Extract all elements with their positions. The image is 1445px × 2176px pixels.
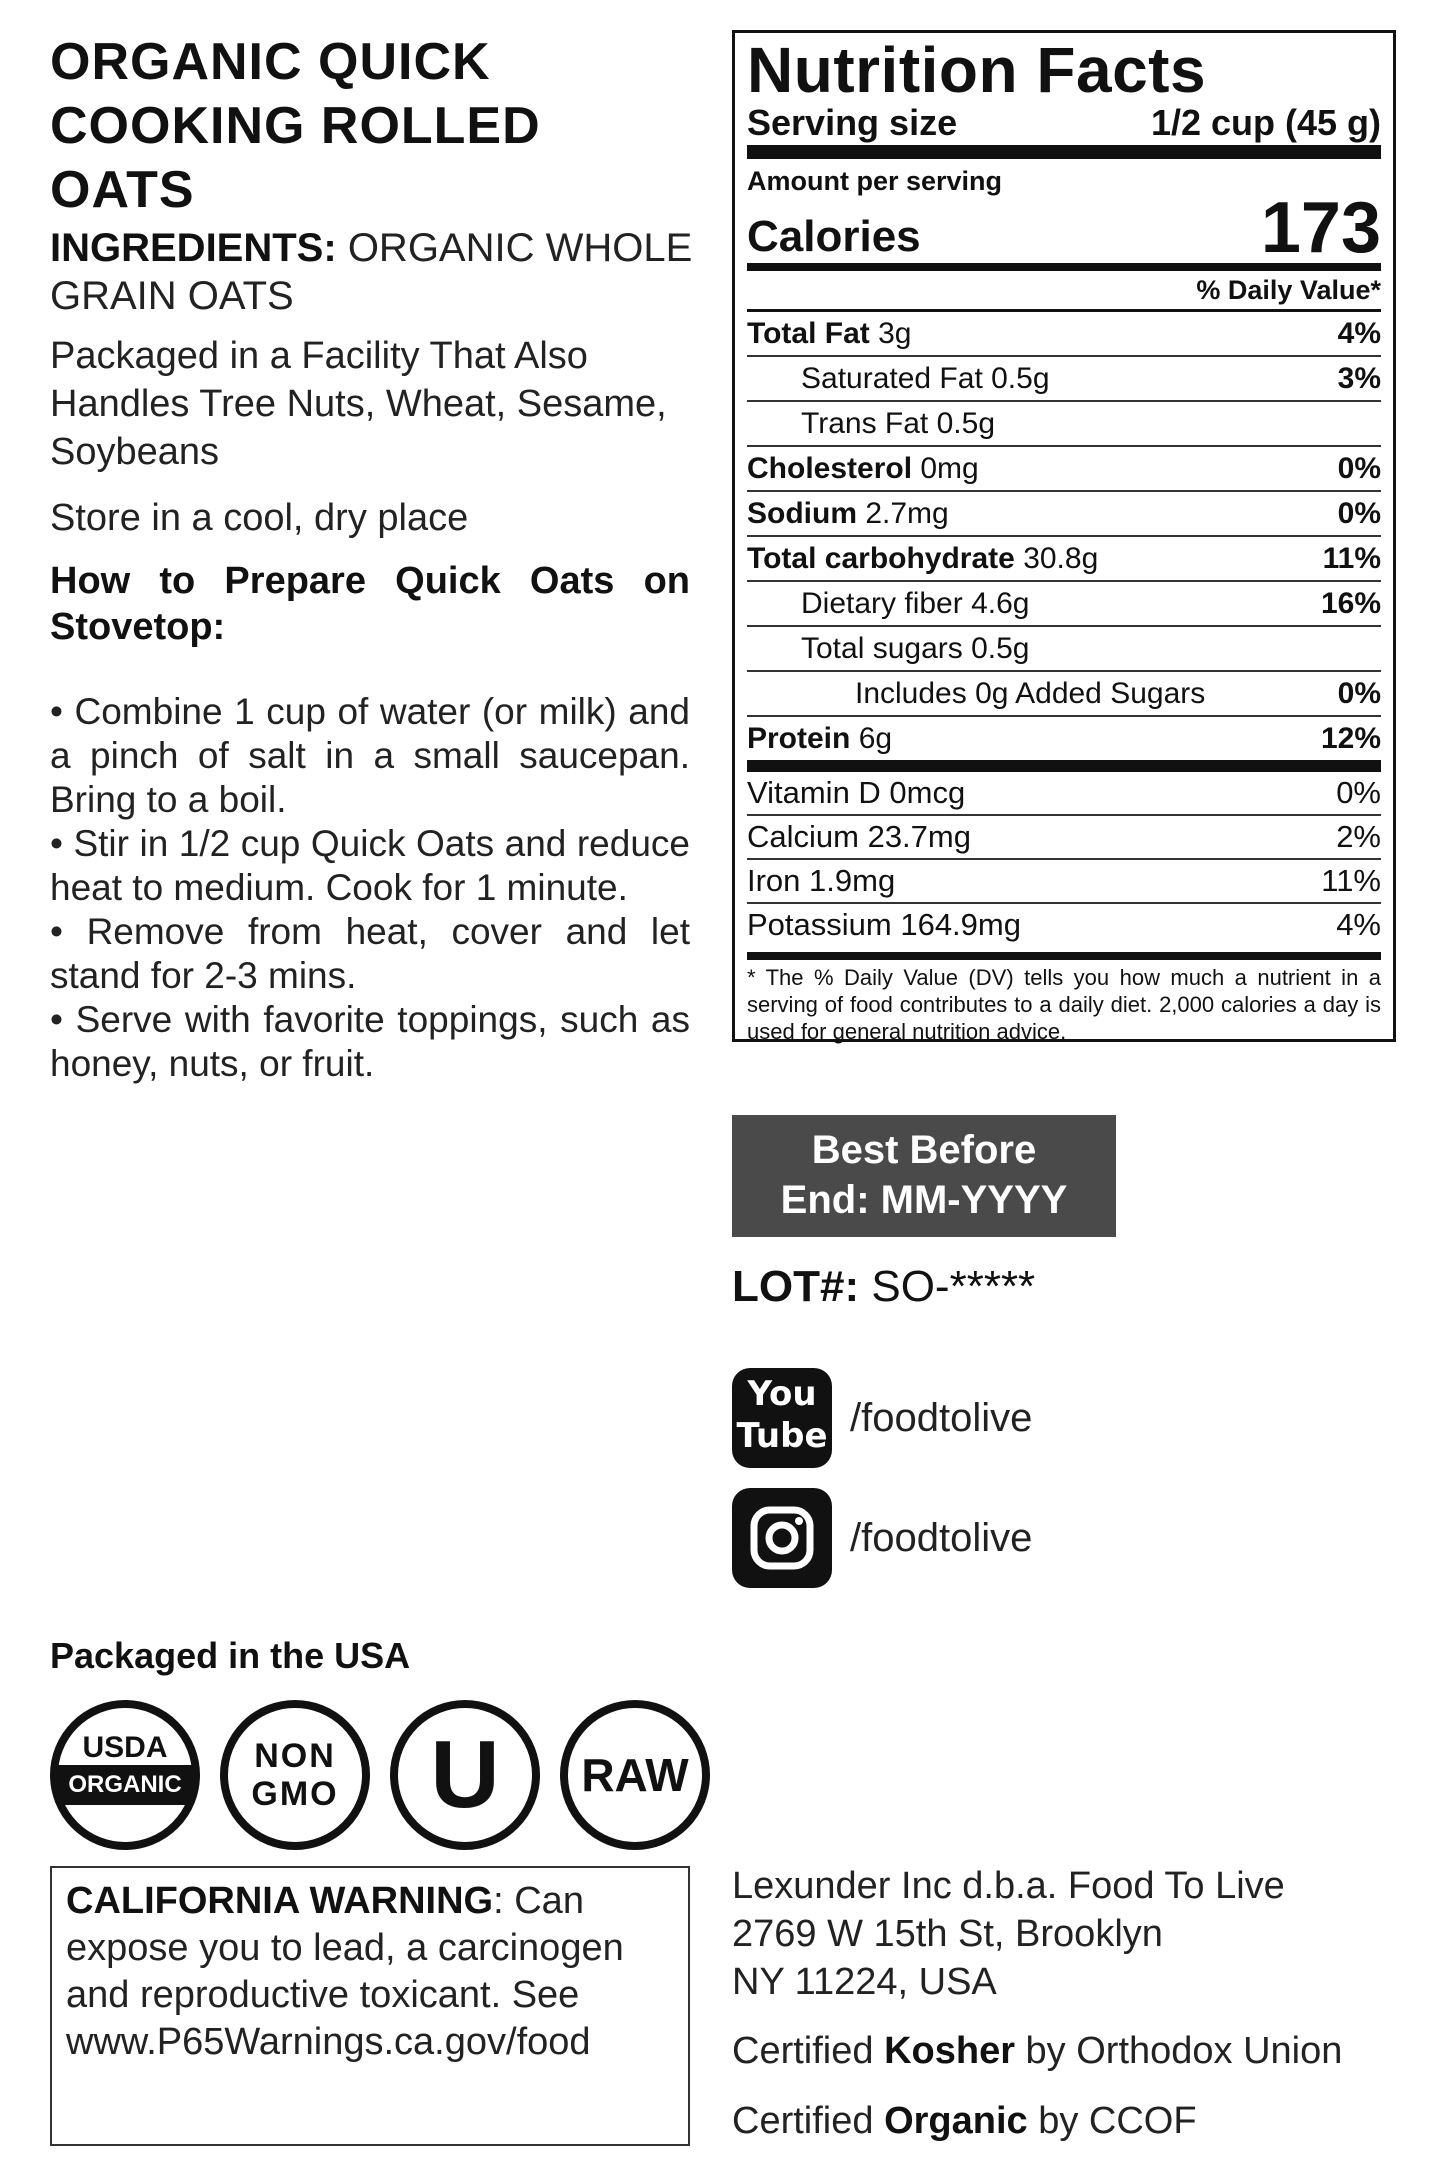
nutrient-row — [747, 627, 1381, 672]
nutrient-row — [747, 717, 1381, 772]
nutrient-amount: 0.5g — [991, 361, 1050, 395]
nutrient-label: Includes 0g Added Sugars — [855, 676, 1206, 710]
nutrient-label: Total Fat — [747, 316, 870, 350]
cert-bold: Kosher — [884, 2030, 1015, 2072]
storage-note: Store in a cool, dry place — [50, 497, 469, 539]
nutrient-pct: 3% — [1337, 361, 1381, 395]
youtube-icon-text-top: You — [747, 1374, 817, 1414]
nutrient-row — [747, 582, 1381, 627]
vitamin-label: Calcium 23.7mg — [747, 819, 971, 854]
serving-value: 1/2 cup (45 g) — [1150, 102, 1381, 143]
instagram-icon — [732, 1488, 832, 1588]
lot-label: LOT#: — [732, 1262, 860, 1311]
warning-text: : Can expose you to lead, a carcinogen and reproductive toxicant. See www.P65Warnings.ca.gov/food — [66, 1880, 624, 2063]
non-gmo-badge — [220, 1700, 370, 1850]
calories-value: 173 — [1260, 188, 1381, 268]
nutrient-amount: 0.5g — [936, 406, 995, 440]
preparation-steps — [50, 690, 690, 1086]
vitamin-pct: 0% — [1336, 775, 1381, 810]
youtube-icon — [732, 1368, 832, 1468]
product-title: ORGANIC QUICK COOKING ROLLED OATS — [50, 33, 541, 219]
serving-size-row — [747, 103, 1381, 159]
howto-title: How to Prepare Quick Oats on Stovetop: — [50, 560, 690, 648]
step-item: • Combine 1 cup of water (or milk) and a pinch of salt in a small saucepan. Bring to a boil. — [50, 691, 690, 820]
step-item: • Serve with favorite toppings, such as honey, nuts, or fruit. — [50, 999, 690, 1084]
cert-prefix: Certified — [732, 2100, 885, 2142]
cert-prefix: Certified — [732, 2030, 885, 2072]
california-warning — [50, 1866, 690, 2146]
nutrient-pct: 4% — [1337, 316, 1381, 350]
nutrition-heading: Nutrition Facts — [747, 34, 1207, 106]
nutrient-pct: 16% — [1320, 586, 1381, 620]
youtube-link[interactable] — [732, 1368, 1192, 1468]
nutrient-label: Cholesterol — [747, 451, 913, 485]
kosher-badge — [390, 1700, 540, 1850]
organic-certification — [732, 2100, 1197, 2143]
lot-number — [732, 1262, 1035, 1312]
nutrient-label: Saturated Fat — [801, 361, 983, 395]
vitamin-pct: 2% — [1336, 819, 1381, 854]
nutrient-label: Total sugars — [801, 631, 963, 665]
calories-label: Calories — [747, 212, 921, 261]
ingredients-value: ORGANIC WHOLE GRAIN OATS — [50, 226, 693, 318]
youtube-handle[interactable]: /foodtolive — [850, 1395, 1033, 1440]
nutrient-row — [747, 672, 1381, 717]
ingredients-label: INGREDIENTS: — [50, 226, 337, 270]
ingredients — [50, 224, 730, 320]
cert-suffix: by Orthodox Union — [1014, 2030, 1343, 2072]
nutrient-pct: 0% — [1337, 676, 1381, 710]
vitamin-label: Vitamin D 0mcg — [747, 775, 966, 810]
nutrient-amount: 3g — [878, 316, 912, 350]
nutrient-label: Dietary fiber — [801, 586, 963, 620]
vitamin-label: Iron 1.9mg — [747, 863, 896, 898]
nutrient-amount: 2.7mg — [865, 496, 949, 530]
cert-suffix: by CCOF — [1027, 2100, 1197, 2142]
vitamin-row — [747, 904, 1381, 946]
nutrient-amount: 30.8g — [1023, 541, 1099, 575]
amount-per-serving: Amount per serving — [747, 166, 1003, 196]
vitamin-pct: 11% — [1321, 863, 1381, 898]
nutrient-row — [747, 357, 1381, 402]
packaged-in-usa: Packaged in the USA — [50, 1635, 411, 1676]
vitamin-pct: 4% — [1336, 907, 1381, 942]
nutrient-row — [747, 312, 1381, 357]
instagram-link[interactable] — [732, 1488, 1192, 1588]
nutrient-amount: 4.6g — [971, 586, 1030, 620]
nutrient-row — [747, 447, 1381, 492]
address-line: 2769 W 15th St, Brooklyn — [732, 1913, 1163, 1955]
lot-value: SO-***** — [871, 1262, 1036, 1311]
serving-label: Serving size — [747, 102, 958, 143]
kosher-certification — [732, 2030, 1342, 2073]
cert-bold: Organic — [884, 2100, 1028, 2142]
usda-organic-badge — [50, 1700, 200, 1850]
nutrient-label: Total carbohydrate — [747, 541, 1015, 575]
daily-value-header: % Daily Value* — [747, 271, 1381, 312]
best-before-line1: Best Before — [811, 1128, 1037, 1172]
nutrient-label: Protein — [747, 721, 851, 755]
step-item: • Remove from heat, cover and let stand for 2-3 mins. — [50, 911, 690, 996]
nutrient-row — [747, 402, 1381, 447]
nutrient-pct: 11% — [1322, 541, 1381, 575]
raw-badge — [560, 1700, 710, 1850]
facility-note: Packaged in a Facility That Also Handles Tree Nuts, Wheat, Sesame, Soybeans — [50, 335, 667, 473]
step-item: • Stir in 1/2 cup Quick Oats and reduce heat to medium. Cook for 1 minute. — [50, 823, 690, 908]
usda-badge-bottom: ORGANIC — [58, 1765, 192, 1805]
daily-value-footnote: * The % Daily Value (DV) tells you how much a nutrient in a serving of food contributes to a daily diet. 2,000 calories a day is used for general nutrition advice. — [747, 952, 1381, 1045]
nutrient-amount: 0mg — [920, 451, 979, 485]
nutrient-row — [747, 537, 1381, 582]
vitamin-row — [747, 772, 1381, 816]
calories-row — [747, 188, 1381, 271]
nongmo-badge-top: NON — [254, 1737, 336, 1775]
best-before-box — [732, 1115, 1116, 1237]
nutrient-pct: 0% — [1337, 496, 1381, 530]
company-address — [732, 1862, 1285, 2006]
nutrition-facts-panel — [732, 30, 1396, 1042]
raw-badge-text: RAW — [581, 1749, 689, 1801]
nutrient-pct: 12% — [1320, 721, 1381, 755]
nutrient-label: Trans Fat — [801, 406, 929, 440]
nutrient-label: Sodium — [747, 496, 857, 530]
nutrient-row — [747, 492, 1381, 537]
nutrient-amount: 6g — [858, 721, 893, 755]
kosher-badge-text: U — [430, 1721, 500, 1828]
usda-badge-top: USDA — [82, 1731, 168, 1764]
best-before-line2: End: MM-YYYY — [780, 1178, 1068, 1222]
nutrient-pct: 0% — [1337, 451, 1381, 485]
youtube-icon-text-bottom: Tube — [736, 1416, 828, 1456]
nongmo-badge-bottom: GMO — [251, 1775, 339, 1813]
warning-label: CALIFORNIA WARNING — [66, 1880, 494, 1922]
nutrient-amount: 0.5g — [971, 631, 1030, 665]
address-line: Lexunder Inc d.b.a. Food To Live — [732, 1865, 1285, 1907]
vitamin-row — [747, 860, 1381, 904]
vitamin-label: Potassium 164.9mg — [747, 907, 1021, 942]
instagram-handle[interactable]: /foodtolive — [850, 1515, 1033, 1560]
vitamin-row — [747, 816, 1381, 860]
address-line: NY 11224, USA — [732, 1961, 997, 2003]
